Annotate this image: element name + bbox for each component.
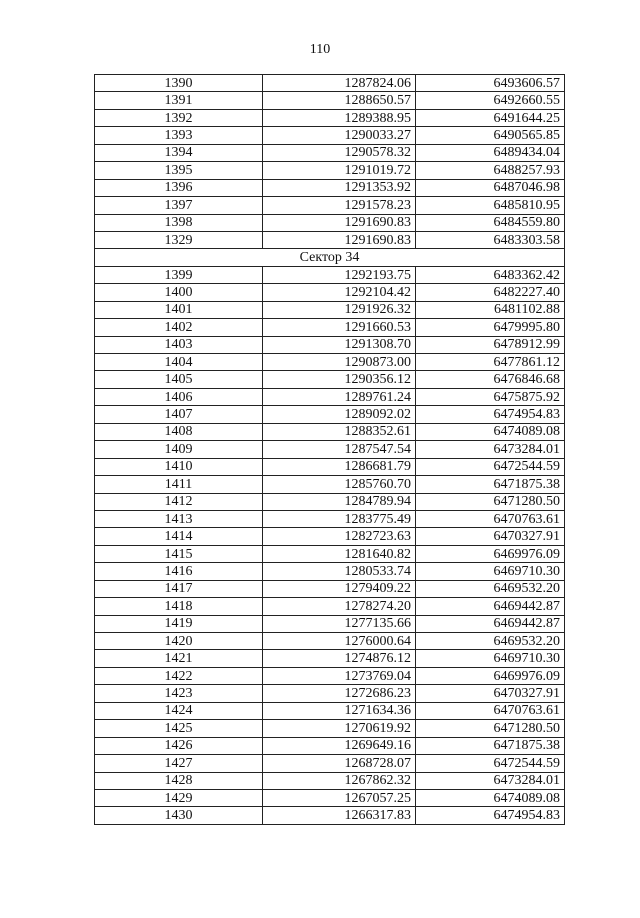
page-number: 110 bbox=[309, 42, 331, 57]
point-number-cell: 1424 bbox=[95, 702, 263, 719]
table-row bbox=[95, 510, 565, 527]
table-row bbox=[95, 545, 565, 562]
table-row bbox=[95, 109, 565, 126]
table-row bbox=[95, 319, 565, 336]
y-coordinate-cell: 6475875.92 bbox=[416, 388, 565, 405]
y-coordinate-cell: 6469710.30 bbox=[416, 650, 565, 667]
point-number-cell: 1402 bbox=[95, 319, 263, 336]
x-coordinate-cell: 1289092.02 bbox=[263, 406, 416, 423]
y-coordinate-cell: 6470327.91 bbox=[416, 528, 565, 545]
x-coordinate-cell: 1290033.27 bbox=[263, 127, 416, 144]
point-number-cell: 1417 bbox=[95, 580, 263, 597]
x-coordinate-cell: 1274876.12 bbox=[263, 650, 416, 667]
point-number-cell: 1393 bbox=[95, 127, 263, 144]
point-number-cell: 1425 bbox=[95, 720, 263, 737]
point-number-cell: 1407 bbox=[95, 406, 263, 423]
point-number-cell: 1418 bbox=[95, 598, 263, 615]
y-coordinate-cell: 6470763.61 bbox=[416, 702, 565, 719]
y-coordinate-cell: 6474954.83 bbox=[416, 406, 565, 423]
x-coordinate-cell: 1290578.32 bbox=[263, 144, 416, 161]
point-number-cell: 1405 bbox=[95, 371, 263, 388]
table-row bbox=[95, 92, 565, 109]
y-coordinate-cell: 6469532.20 bbox=[416, 580, 565, 597]
x-coordinate-cell: 1288352.61 bbox=[263, 423, 416, 440]
point-number-cell: 1408 bbox=[95, 423, 263, 440]
point-number-cell: 1415 bbox=[95, 545, 263, 562]
x-coordinate-cell: 1281640.82 bbox=[263, 545, 416, 562]
x-coordinate-cell: 1287547.54 bbox=[263, 441, 416, 458]
y-coordinate-cell: 6478912.99 bbox=[416, 336, 565, 353]
table-row bbox=[95, 580, 565, 597]
y-coordinate-cell: 6471280.50 bbox=[416, 493, 565, 510]
table-row bbox=[95, 284, 565, 301]
table-row bbox=[95, 231, 565, 248]
point-number-cell: 1426 bbox=[95, 737, 263, 754]
table-row bbox=[95, 423, 565, 440]
x-coordinate-cell: 1291690.83 bbox=[263, 231, 416, 248]
table-row bbox=[95, 685, 565, 702]
point-number-cell: 1410 bbox=[95, 458, 263, 475]
y-coordinate-cell: 6489434.04 bbox=[416, 144, 565, 161]
point-number-cell: 1413 bbox=[95, 510, 263, 527]
x-coordinate-cell: 1291019.72 bbox=[263, 162, 416, 179]
table-row bbox=[95, 755, 565, 772]
x-coordinate-cell: 1292193.75 bbox=[263, 266, 416, 283]
point-number-cell: 1422 bbox=[95, 667, 263, 684]
x-coordinate-cell: 1276000.64 bbox=[263, 633, 416, 650]
point-number-cell: 1429 bbox=[95, 789, 263, 806]
y-coordinate-cell: 6469976.09 bbox=[416, 545, 565, 562]
table-row bbox=[95, 388, 565, 405]
point-number-cell: 1396 bbox=[95, 179, 263, 196]
point-number-cell: 1420 bbox=[95, 633, 263, 650]
y-coordinate-cell: 6469442.87 bbox=[416, 615, 565, 632]
x-coordinate-cell: 1270619.92 bbox=[263, 720, 416, 737]
point-number-cell: 1401 bbox=[95, 301, 263, 318]
point-number-cell: 1409 bbox=[95, 441, 263, 458]
table-row bbox=[95, 406, 565, 423]
y-coordinate-cell: 6471280.50 bbox=[416, 720, 565, 737]
point-number-cell: 1411 bbox=[95, 476, 263, 493]
point-number-cell: 1419 bbox=[95, 615, 263, 632]
x-coordinate-cell: 1292104.42 bbox=[263, 284, 416, 301]
y-coordinate-cell: 6485810.95 bbox=[416, 197, 565, 214]
table-row bbox=[95, 144, 565, 161]
x-coordinate-cell: 1289761.24 bbox=[263, 388, 416, 405]
point-number-cell: 1394 bbox=[95, 144, 263, 161]
table-row bbox=[95, 214, 565, 231]
y-coordinate-cell: 6491644.25 bbox=[416, 109, 565, 126]
x-coordinate-cell: 1283775.49 bbox=[263, 510, 416, 527]
x-coordinate-cell: 1277135.66 bbox=[263, 615, 416, 632]
point-number-cell: 1412 bbox=[95, 493, 263, 510]
point-number-cell: 1404 bbox=[95, 354, 263, 371]
y-coordinate-cell: 6493606.57 bbox=[416, 75, 565, 92]
table-row bbox=[95, 493, 565, 510]
y-coordinate-cell: 6488257.93 bbox=[416, 162, 565, 179]
y-coordinate-cell: 6481102.88 bbox=[416, 301, 565, 318]
table-row bbox=[95, 598, 565, 615]
table-row bbox=[95, 458, 565, 475]
x-coordinate-cell: 1290356.12 bbox=[263, 371, 416, 388]
y-coordinate-cell: 6469442.87 bbox=[416, 598, 565, 615]
x-coordinate-cell: 1269649.16 bbox=[263, 737, 416, 754]
y-coordinate-cell: 6470763.61 bbox=[416, 510, 565, 527]
y-coordinate-cell: 6471875.38 bbox=[416, 476, 565, 493]
y-coordinate-cell: 6479995.80 bbox=[416, 319, 565, 336]
table-row bbox=[95, 563, 565, 580]
table-row bbox=[95, 336, 565, 353]
x-coordinate-cell: 1287824.06 bbox=[263, 75, 416, 92]
x-coordinate-cell: 1290873.00 bbox=[263, 354, 416, 371]
point-number-cell: 1329 bbox=[95, 231, 263, 248]
table-row bbox=[95, 371, 565, 388]
y-coordinate-cell: 6469710.30 bbox=[416, 563, 565, 580]
point-number-cell: 1416 bbox=[95, 563, 263, 580]
y-coordinate-cell: 6472544.59 bbox=[416, 458, 565, 475]
point-number-cell: 1390 bbox=[95, 75, 263, 92]
x-coordinate-cell: 1291353.92 bbox=[263, 179, 416, 196]
y-coordinate-cell: 6474954.83 bbox=[416, 807, 565, 824]
y-coordinate-cell: 6469976.09 bbox=[416, 667, 565, 684]
point-number-cell: 1399 bbox=[95, 266, 263, 283]
table-row bbox=[95, 162, 565, 179]
y-coordinate-cell: 6482227.40 bbox=[416, 284, 565, 301]
x-coordinate-cell: 1286681.79 bbox=[263, 458, 416, 475]
y-coordinate-cell: 6474089.08 bbox=[416, 423, 565, 440]
y-coordinate-cell: 6471875.38 bbox=[416, 737, 565, 754]
x-coordinate-cell: 1282723.63 bbox=[263, 528, 416, 545]
y-coordinate-cell: 6470327.91 bbox=[416, 685, 565, 702]
y-coordinate-cell: 6473284.01 bbox=[416, 441, 565, 458]
table-row bbox=[95, 441, 565, 458]
point-number-cell: 1391 bbox=[95, 92, 263, 109]
y-coordinate-cell: 6492660.55 bbox=[416, 92, 565, 109]
x-coordinate-cell: 1273769.04 bbox=[263, 667, 416, 684]
table-row bbox=[95, 633, 565, 650]
y-coordinate-cell: 6487046.98 bbox=[416, 179, 565, 196]
y-coordinate-cell: 6469532.20 bbox=[416, 633, 565, 650]
point-number-cell: 1398 bbox=[95, 214, 263, 231]
x-coordinate-cell: 1284789.94 bbox=[263, 493, 416, 510]
table-row bbox=[95, 720, 565, 737]
table-row bbox=[95, 789, 565, 806]
point-number-cell: 1414 bbox=[95, 528, 263, 545]
y-coordinate-cell: 6474089.08 bbox=[416, 789, 565, 806]
x-coordinate-cell: 1267862.32 bbox=[263, 772, 416, 789]
x-coordinate-cell: 1279409.22 bbox=[263, 580, 416, 597]
y-coordinate-cell: 6476846.68 bbox=[416, 371, 565, 388]
point-number-cell: 1428 bbox=[95, 772, 263, 789]
x-coordinate-cell: 1280533.74 bbox=[263, 563, 416, 580]
table-row bbox=[95, 179, 565, 196]
table-row bbox=[95, 127, 565, 144]
coordinates-table bbox=[94, 74, 565, 825]
table-row bbox=[95, 737, 565, 754]
x-coordinate-cell: 1291308.70 bbox=[263, 336, 416, 353]
point-number-cell: 1421 bbox=[95, 650, 263, 667]
y-coordinate-cell: 6483362.42 bbox=[416, 266, 565, 283]
table-row bbox=[95, 702, 565, 719]
y-coordinate-cell: 6472544.59 bbox=[416, 755, 565, 772]
x-coordinate-cell: 1271634.36 bbox=[263, 702, 416, 719]
x-coordinate-cell: 1267057.25 bbox=[263, 789, 416, 806]
x-coordinate-cell: 1266317.83 bbox=[263, 807, 416, 824]
point-number-cell: 1397 bbox=[95, 197, 263, 214]
x-coordinate-cell: 1278274.20 bbox=[263, 598, 416, 615]
x-coordinate-cell: 1272686.23 bbox=[263, 685, 416, 702]
y-coordinate-cell: 6473284.01 bbox=[416, 772, 565, 789]
x-coordinate-cell: 1288650.57 bbox=[263, 92, 416, 109]
point-number-cell: 1406 bbox=[95, 388, 263, 405]
coordinates-table-body bbox=[95, 75, 565, 825]
table-row bbox=[95, 266, 565, 283]
table-row bbox=[95, 354, 565, 371]
sector-heading: Сектор 34 bbox=[95, 249, 565, 266]
y-coordinate-cell: 6483303.58 bbox=[416, 231, 565, 248]
point-number-cell: 1430 bbox=[95, 807, 263, 824]
point-number-cell: 1395 bbox=[95, 162, 263, 179]
x-coordinate-cell: 1268728.07 bbox=[263, 755, 416, 772]
point-number-cell: 1400 bbox=[95, 284, 263, 301]
x-coordinate-cell: 1291690.83 bbox=[263, 214, 416, 231]
table-row bbox=[95, 667, 565, 684]
table-row bbox=[95, 807, 565, 824]
y-coordinate-cell: 6490565.85 bbox=[416, 127, 565, 144]
sector-row bbox=[95, 249, 565, 266]
table-row bbox=[95, 528, 565, 545]
table-row bbox=[95, 772, 565, 789]
table-row bbox=[95, 301, 565, 318]
x-coordinate-cell: 1289388.95 bbox=[263, 109, 416, 126]
point-number-cell: 1392 bbox=[95, 109, 263, 126]
table-row bbox=[95, 650, 565, 667]
table-row bbox=[95, 476, 565, 493]
point-number-cell: 1427 bbox=[95, 755, 263, 772]
table-row bbox=[95, 75, 565, 92]
table-row bbox=[95, 197, 565, 214]
y-coordinate-cell: 6477861.12 bbox=[416, 354, 565, 371]
x-coordinate-cell: 1291660.53 bbox=[263, 319, 416, 336]
y-coordinate-cell: 6484559.80 bbox=[416, 214, 565, 231]
x-coordinate-cell: 1285760.70 bbox=[263, 476, 416, 493]
point-number-cell: 1423 bbox=[95, 685, 263, 702]
point-number-cell: 1403 bbox=[95, 336, 263, 353]
table-row bbox=[95, 615, 565, 632]
x-coordinate-cell: 1291578.23 bbox=[263, 197, 416, 214]
x-coordinate-cell: 1291926.32 bbox=[263, 301, 416, 318]
